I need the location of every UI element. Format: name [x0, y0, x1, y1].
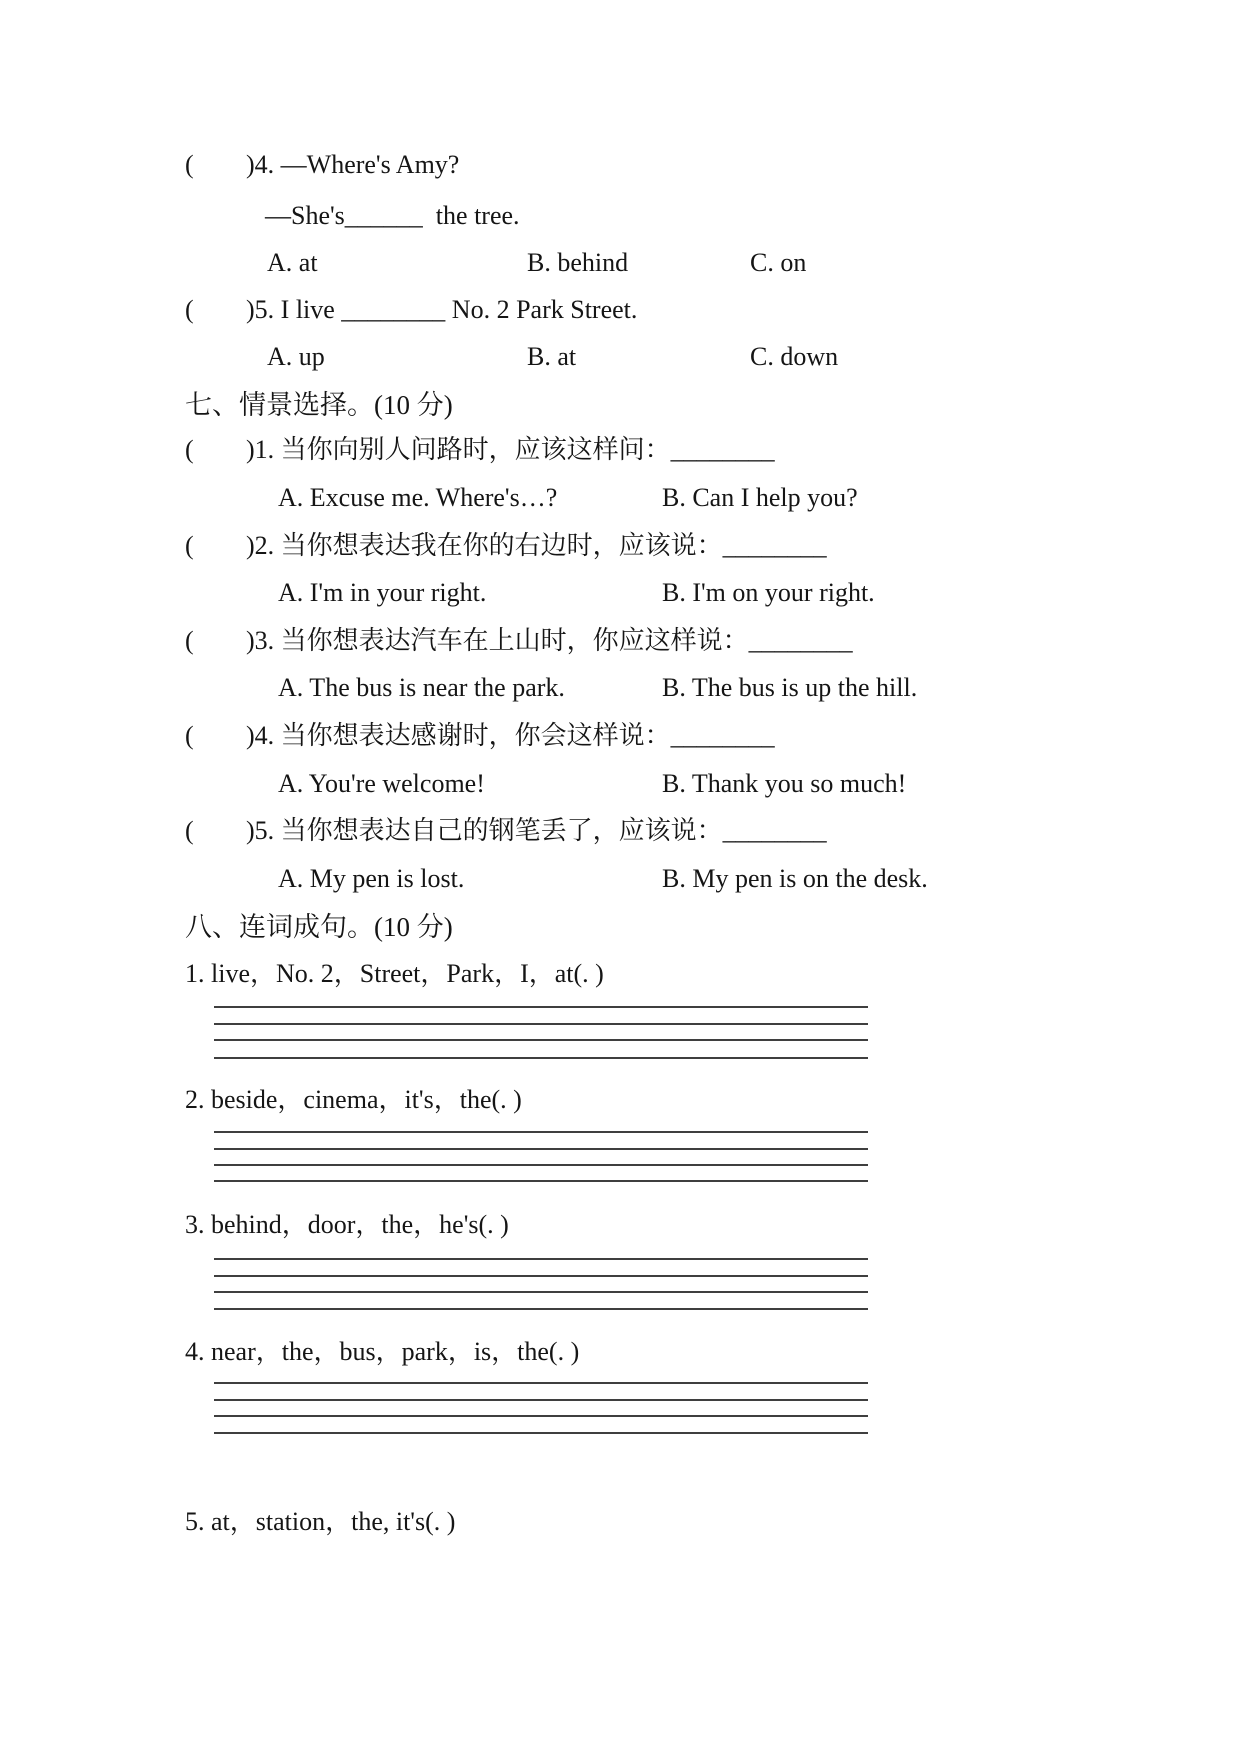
section-heading: 七、情景选择。(10 分): [185, 390, 453, 420]
options-row-7-1: [0, 478, 1241, 518]
answer-line: [214, 1308, 868, 1310]
sentence-item-1: [0, 954, 1241, 994]
options-row-7-5: [0, 859, 1241, 899]
option-a: A. I'm in your right.: [278, 578, 487, 607]
answer-line: [214, 1382, 868, 1384]
answer-line: [214, 1399, 868, 1401]
sentence-prompt: 2. beside，cinema，it's，the(. ): [185, 1085, 522, 1114]
option-a: A. My pen is lost.: [278, 864, 465, 893]
options-row-6-4: [0, 243, 1241, 283]
section-seven-heading-row: [0, 385, 1241, 425]
option-a: A. The bus is near the park.: [278, 673, 565, 702]
question-stem: )2. 当你想表达我在你的右边时，应该说：________: [246, 531, 827, 560]
answer-line: [214, 1275, 868, 1277]
option-b: B. My pen is on the desk.: [662, 864, 928, 893]
options-row-7-2: [0, 573, 1241, 613]
option-a: A. You're welcome!: [278, 769, 485, 798]
question-stem: )5. 当你想表达自己的钢笔丢了，应该说：________: [246, 816, 827, 845]
answer-bracket: (: [185, 816, 194, 845]
answer-bracket: (: [185, 435, 194, 464]
answer-bracket: (: [185, 150, 194, 179]
answer-line: [214, 1164, 868, 1166]
option-b: B. at: [527, 342, 577, 371]
answer-line: [214, 1415, 868, 1417]
answer-line: [214, 1023, 868, 1025]
options-row-6-5: [0, 337, 1241, 377]
question-stem: )4. —Where's Amy?: [246, 150, 460, 179]
question-row-7-4: [0, 716, 1241, 756]
option-b: B. behind: [527, 248, 629, 277]
answer-line: [214, 1258, 868, 1260]
answer-line: [214, 1180, 868, 1182]
answer-line: [214, 1291, 868, 1293]
answer-line: [214, 1148, 868, 1150]
section-eight-heading-row: [0, 907, 1241, 947]
question-row-6-4: [0, 145, 1241, 185]
options-row-7-4: [0, 764, 1241, 804]
sentence-prompt: 1. live，No. 2，Street，Park，I，at(. ): [185, 959, 604, 988]
sentence-item-5: [0, 1502, 1241, 1542]
question-row-7-1: [0, 430, 1241, 470]
option-b: B. The bus is up the hill.: [662, 673, 918, 702]
options-row-7-3: [0, 668, 1241, 708]
question-stem: )1. 当你向别人问路时，应该这样问：________: [246, 435, 775, 464]
question-row-6-5: [0, 290, 1241, 330]
section-heading: 八、连词成句。(10 分): [185, 912, 453, 942]
question-stem-line2: —She's______ the tree.: [265, 201, 520, 230]
answer-bracket: (: [185, 626, 194, 655]
question-stem: )3. 当你想表达汽车在上山时，你应这样说：________: [246, 626, 853, 655]
option-c: C. on: [750, 248, 807, 277]
answer-line: [214, 1057, 868, 1059]
question-stem: )4. 当你想表达感谢时，你会这样说：________: [246, 721, 775, 750]
sentence-item-3: [0, 1205, 1241, 1245]
answer-line: [214, 1432, 868, 1434]
option-b: B. I'm on your right.: [662, 578, 875, 607]
option-a: A. up: [267, 342, 325, 371]
answer-line: [214, 1039, 868, 1041]
answer-bracket: (: [185, 531, 194, 560]
answer-bracket: (: [185, 295, 194, 324]
answer-line: [214, 1006, 868, 1008]
question-row-7-2: [0, 526, 1241, 566]
option-b: B. Thank you so much!: [662, 769, 907, 798]
answer-bracket: (: [185, 721, 194, 750]
sentence-prompt: 4. near，the，bus，park，is，the(. ): [185, 1337, 580, 1366]
sentence-item-4: [0, 1332, 1241, 1372]
question-stem: )5. I live ________ No. 2 Park Street.: [246, 295, 638, 324]
option-b: B. Can I help you?: [662, 483, 858, 512]
option-a: A. Excuse me. Where's…?: [278, 483, 558, 512]
question-row-6-4-line2: [0, 196, 1241, 236]
sentence-item-2: [0, 1080, 1241, 1120]
question-row-7-3: [0, 621, 1241, 661]
option-c: C. down: [750, 342, 839, 371]
question-row-7-5: [0, 811, 1241, 851]
sentence-prompt: 3. behind，door，the，he's(. ): [185, 1210, 509, 1239]
sentence-prompt: 5. at，station，the, it's(. ): [185, 1507, 456, 1536]
answer-line: [214, 1131, 868, 1133]
option-a: A. at: [267, 248, 318, 277]
